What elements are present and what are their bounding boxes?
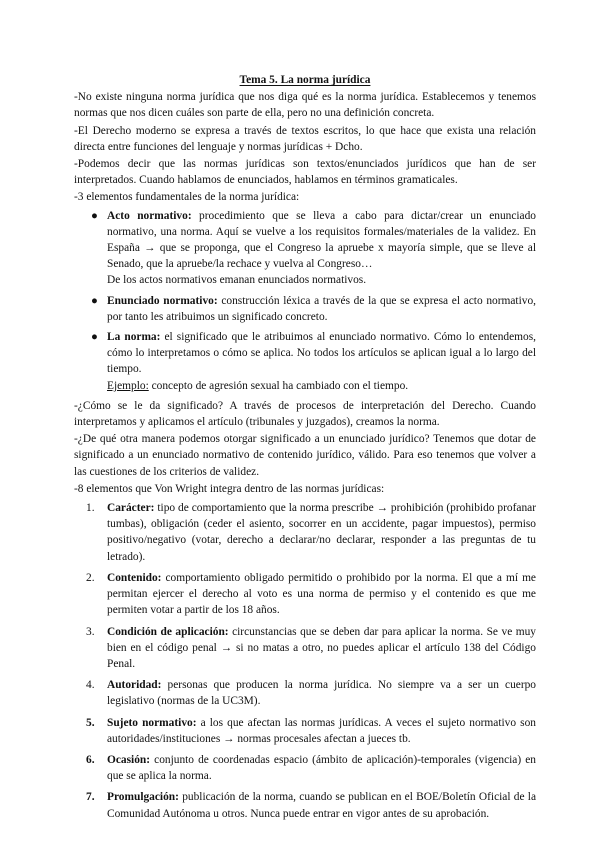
item-term: Contenido:	[107, 571, 162, 584]
page-title: Tema 5. La norma jurídica	[239, 74, 371, 86]
item-text: a los que afectan las normas jurídicas. A veces el sujeto normativo son autoridades/instituciones → normas procesales afectan a jueces tb.	[107, 716, 536, 745]
example-line	[74, 378, 536, 394]
list-item	[74, 570, 536, 619]
middle-paragraph-3: -8 elementos que Von Wright integra dentro de las normas jurídicas:	[74, 482, 385, 495]
intro-paragraph-2: -El Derecho moderno se expresa a través de textos escritos, lo que hace que exista una relación directa entre funciones del lenguaje y normas jurídicas + Dcho.	[74, 124, 536, 153]
middle-paragraph-1: -¿Cómo se le da significado? A través de procesos de interpretación del Derecho. Cuando interpretamos y aplicamos el artículo (tribunales y juzgados), creamos la norma.	[74, 399, 536, 429]
bullet-term: La norma:	[107, 331, 161, 344]
fundamental-elements-list	[74, 208, 536, 273]
item-number: 1.	[86, 502, 95, 515]
intro-paragraph-4: -3 elementos fundamentales de la norma jurídica:	[74, 191, 300, 204]
intro-paragraph-1: -No existe ninguna norma jurídica que nos diga qué es la norma jurídica. Establecemos y tenemos normas que nos dicen cuáles son parte de ella, pero no una definición concreta.	[74, 91, 536, 120]
item-number: 4.	[86, 679, 95, 692]
von-wright-elements-list	[74, 500, 536, 822]
middle-paragraph-2: -¿De qué otra manera podemos otorgar significado a un enunciado jurídico? Tenemos que dotar de significado a un enunciado normativo de contenido jurídico, válido. Para eso tenemos que volver a las cuestiones de los criterios de validez.	[74, 433, 536, 478]
item-term: Carácter:	[107, 502, 155, 515]
bullet-extra-text: De los actos normativos emanan enunciados normativos.	[107, 274, 367, 287]
item-number: 2.	[86, 571, 95, 584]
list-item	[74, 752, 536, 784]
list-item	[74, 500, 536, 565]
bullet-icon: ●	[91, 209, 98, 222]
bullet-text: construcción léxica a través de la que se expresa el acto normativo, por tanto les atribuimos un significado concreto.	[107, 294, 536, 323]
fundamental-elements-list-cont	[74, 293, 536, 378]
list-item	[74, 624, 536, 673]
item-number: 3.	[86, 625, 95, 638]
item-term: Promulgación:	[107, 791, 179, 804]
list-item	[74, 677, 536, 709]
example-text: concepto de agresión sexual ha cambiado con el tiempo.	[148, 379, 409, 392]
list-item	[74, 715, 536, 747]
item-number: 7.	[86, 791, 95, 804]
bullet-icon: ●	[91, 331, 98, 344]
example-label: Ejemplo:	[107, 379, 149, 392]
list-item	[74, 293, 536, 325]
item-term: Condición de aplicación:	[107, 625, 229, 638]
item-text: circunstancias que se deben dar para aplicar la norma. Se ve muy bien en el código penal → si no matas a otro, no puedes aplicar el artículo 138 del Código Penal.	[107, 625, 537, 670]
bullet-term: Enunciado normativo:	[107, 294, 218, 307]
bullet-text: procedimiento que se lleva a cabo para dictar/crear un enunciado normativo, una norma. Aquí se vuelve a los requisitos formales/materiales de la validez. En España → que se proponga, que el Congreso la apruebe x mayoría simple, que se lleve al Senado, que la apruebe/la rechace y vuelva al Congreso…	[107, 209, 537, 271]
list-item	[74, 208, 536, 273]
item-number: 5.	[86, 716, 95, 729]
item-term: Autoridad:	[107, 679, 162, 692]
item-text: comportamiento obligado permitido o prohibido por la norma. El que a mí me permitan ejercer el derecho al voto es una norma de permiso y el contenido es que me permiten votar a partir de los 18 años.	[107, 571, 536, 617]
item-text: publicación de la norma, cuando se publican en el BOE/Boletín Oficial de la Comunidad Autónoma u otros. Nunca puede entrar en vigor antes de su aprobación.	[107, 791, 536, 820]
bullet-icon: ●	[91, 294, 98, 307]
item-text: personas que producen la norma jurídica. No siempre va a ser un cuerpo legislativo (normas de la UC3M).	[107, 679, 536, 708]
item-term: Sujeto normativo:	[107, 716, 197, 729]
item-text: tipo de comportamiento que la norma prescribe → prohibición (prohibido profanar tumbas), obligación (ceder el asiento, socorrer en un accidente, pagar impuestos), permiso positivo/negativo (votar, derecho a declarar/no declarar, responder a las preguntas de tu letrado).	[107, 502, 536, 563]
intro-paragraph-3: -Podemos decir que las normas jurídicas son textos/enunciados jurídicos que han de ser interpretados. Cuando hablamos de enunciados, hablamos en términos gramaticales.	[74, 158, 536, 187]
item-text: conjunto de coordenadas espacio (ámbito de aplicación)-temporales (vigencia) en que se aplica la norma.	[107, 753, 536, 783]
item-term: Ocasión:	[107, 753, 151, 766]
list-item	[74, 329, 536, 378]
bullet-text: el significado que le atribuimos al enunciado normativo. Cómo lo entendemos, cómo lo interpretamos o cómo se aplica. No todos los artículos se aplican igual a lo largo del tiempo.	[107, 331, 536, 376]
item-number: 6.	[86, 753, 95, 766]
bullet-term: Acto normativo:	[107, 209, 192, 222]
list-item	[74, 789, 536, 821]
